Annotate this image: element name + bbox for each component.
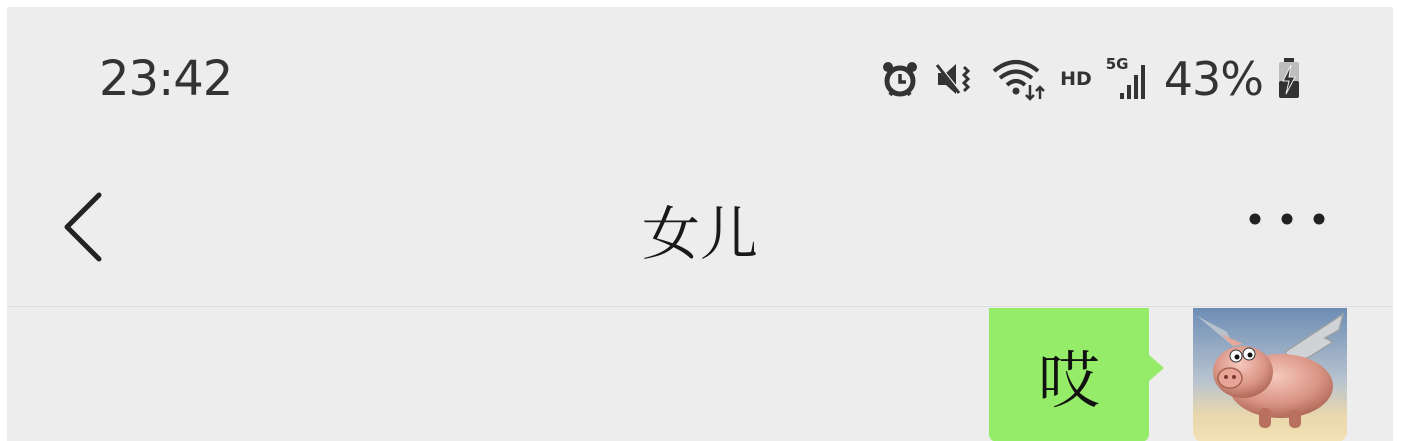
- hd-icon: HD: [1060, 68, 1092, 90]
- status-bar: [7, 7, 1393, 147]
- status-icons: [880, 51, 1301, 107]
- chat-title: 女儿: [641, 200, 758, 268]
- battery-charging-icon: [1277, 57, 1301, 101]
- more-dots-icon: [1245, 207, 1329, 231]
- signal-icon: [1106, 57, 1150, 101]
- mute-icon: [934, 59, 976, 99]
- battery-percentage: 43%: [1163, 52, 1263, 106]
- network-type-label: 5G: [1105, 55, 1129, 73]
- chat-screen: [7, 7, 1393, 441]
- avatar[interactable]: [1193, 308, 1347, 441]
- chat-header: [7, 147, 1393, 307]
- bubble-tail: [1148, 354, 1164, 382]
- flying-pig-avatar-image: [1193, 308, 1347, 441]
- status-time: 23:42: [99, 51, 233, 107]
- more-button[interactable]: [1245, 207, 1329, 231]
- message-list: [7, 308, 1393, 441]
- wifi-icon: [990, 57, 1046, 101]
- message-bubble[interactable]: 哎: [989, 308, 1149, 441]
- alarm-icon: [880, 59, 920, 99]
